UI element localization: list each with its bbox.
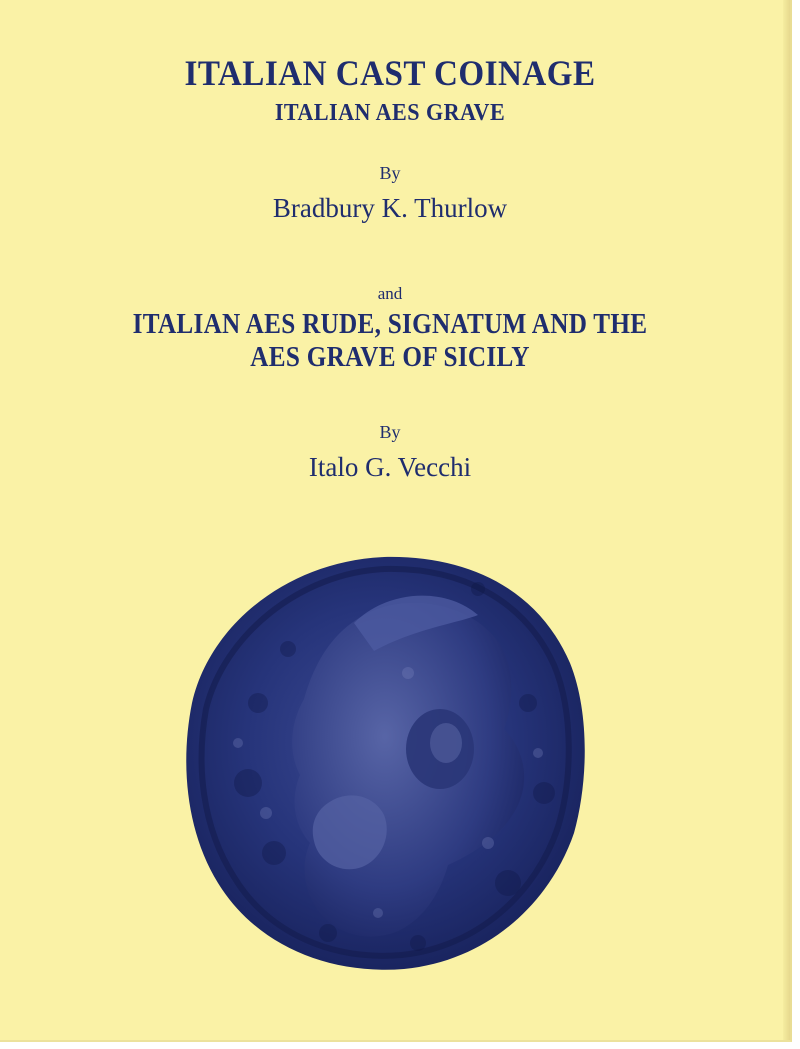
conjunction-label: and [377,284,403,303]
second-author: Italo G. Vecchi [308,452,472,482]
coin-illustration [178,553,590,973]
book-subtitle: ITALIAN AES GRAVE [274,100,506,126]
cover-edge [783,0,790,1040]
by-label-first: By [379,163,401,183]
by-label-second: By [379,422,401,442]
first-author: Bradbury K. Thurlow [272,193,508,223]
book-title: ITALIAN CAST COINAGE [184,53,596,93]
second-title-line-1: ITALIAN AES RUDE, SIGNATUM AND THE [132,309,648,340]
second-title-line-2: AES GRAVE OF SICILY [250,342,530,373]
